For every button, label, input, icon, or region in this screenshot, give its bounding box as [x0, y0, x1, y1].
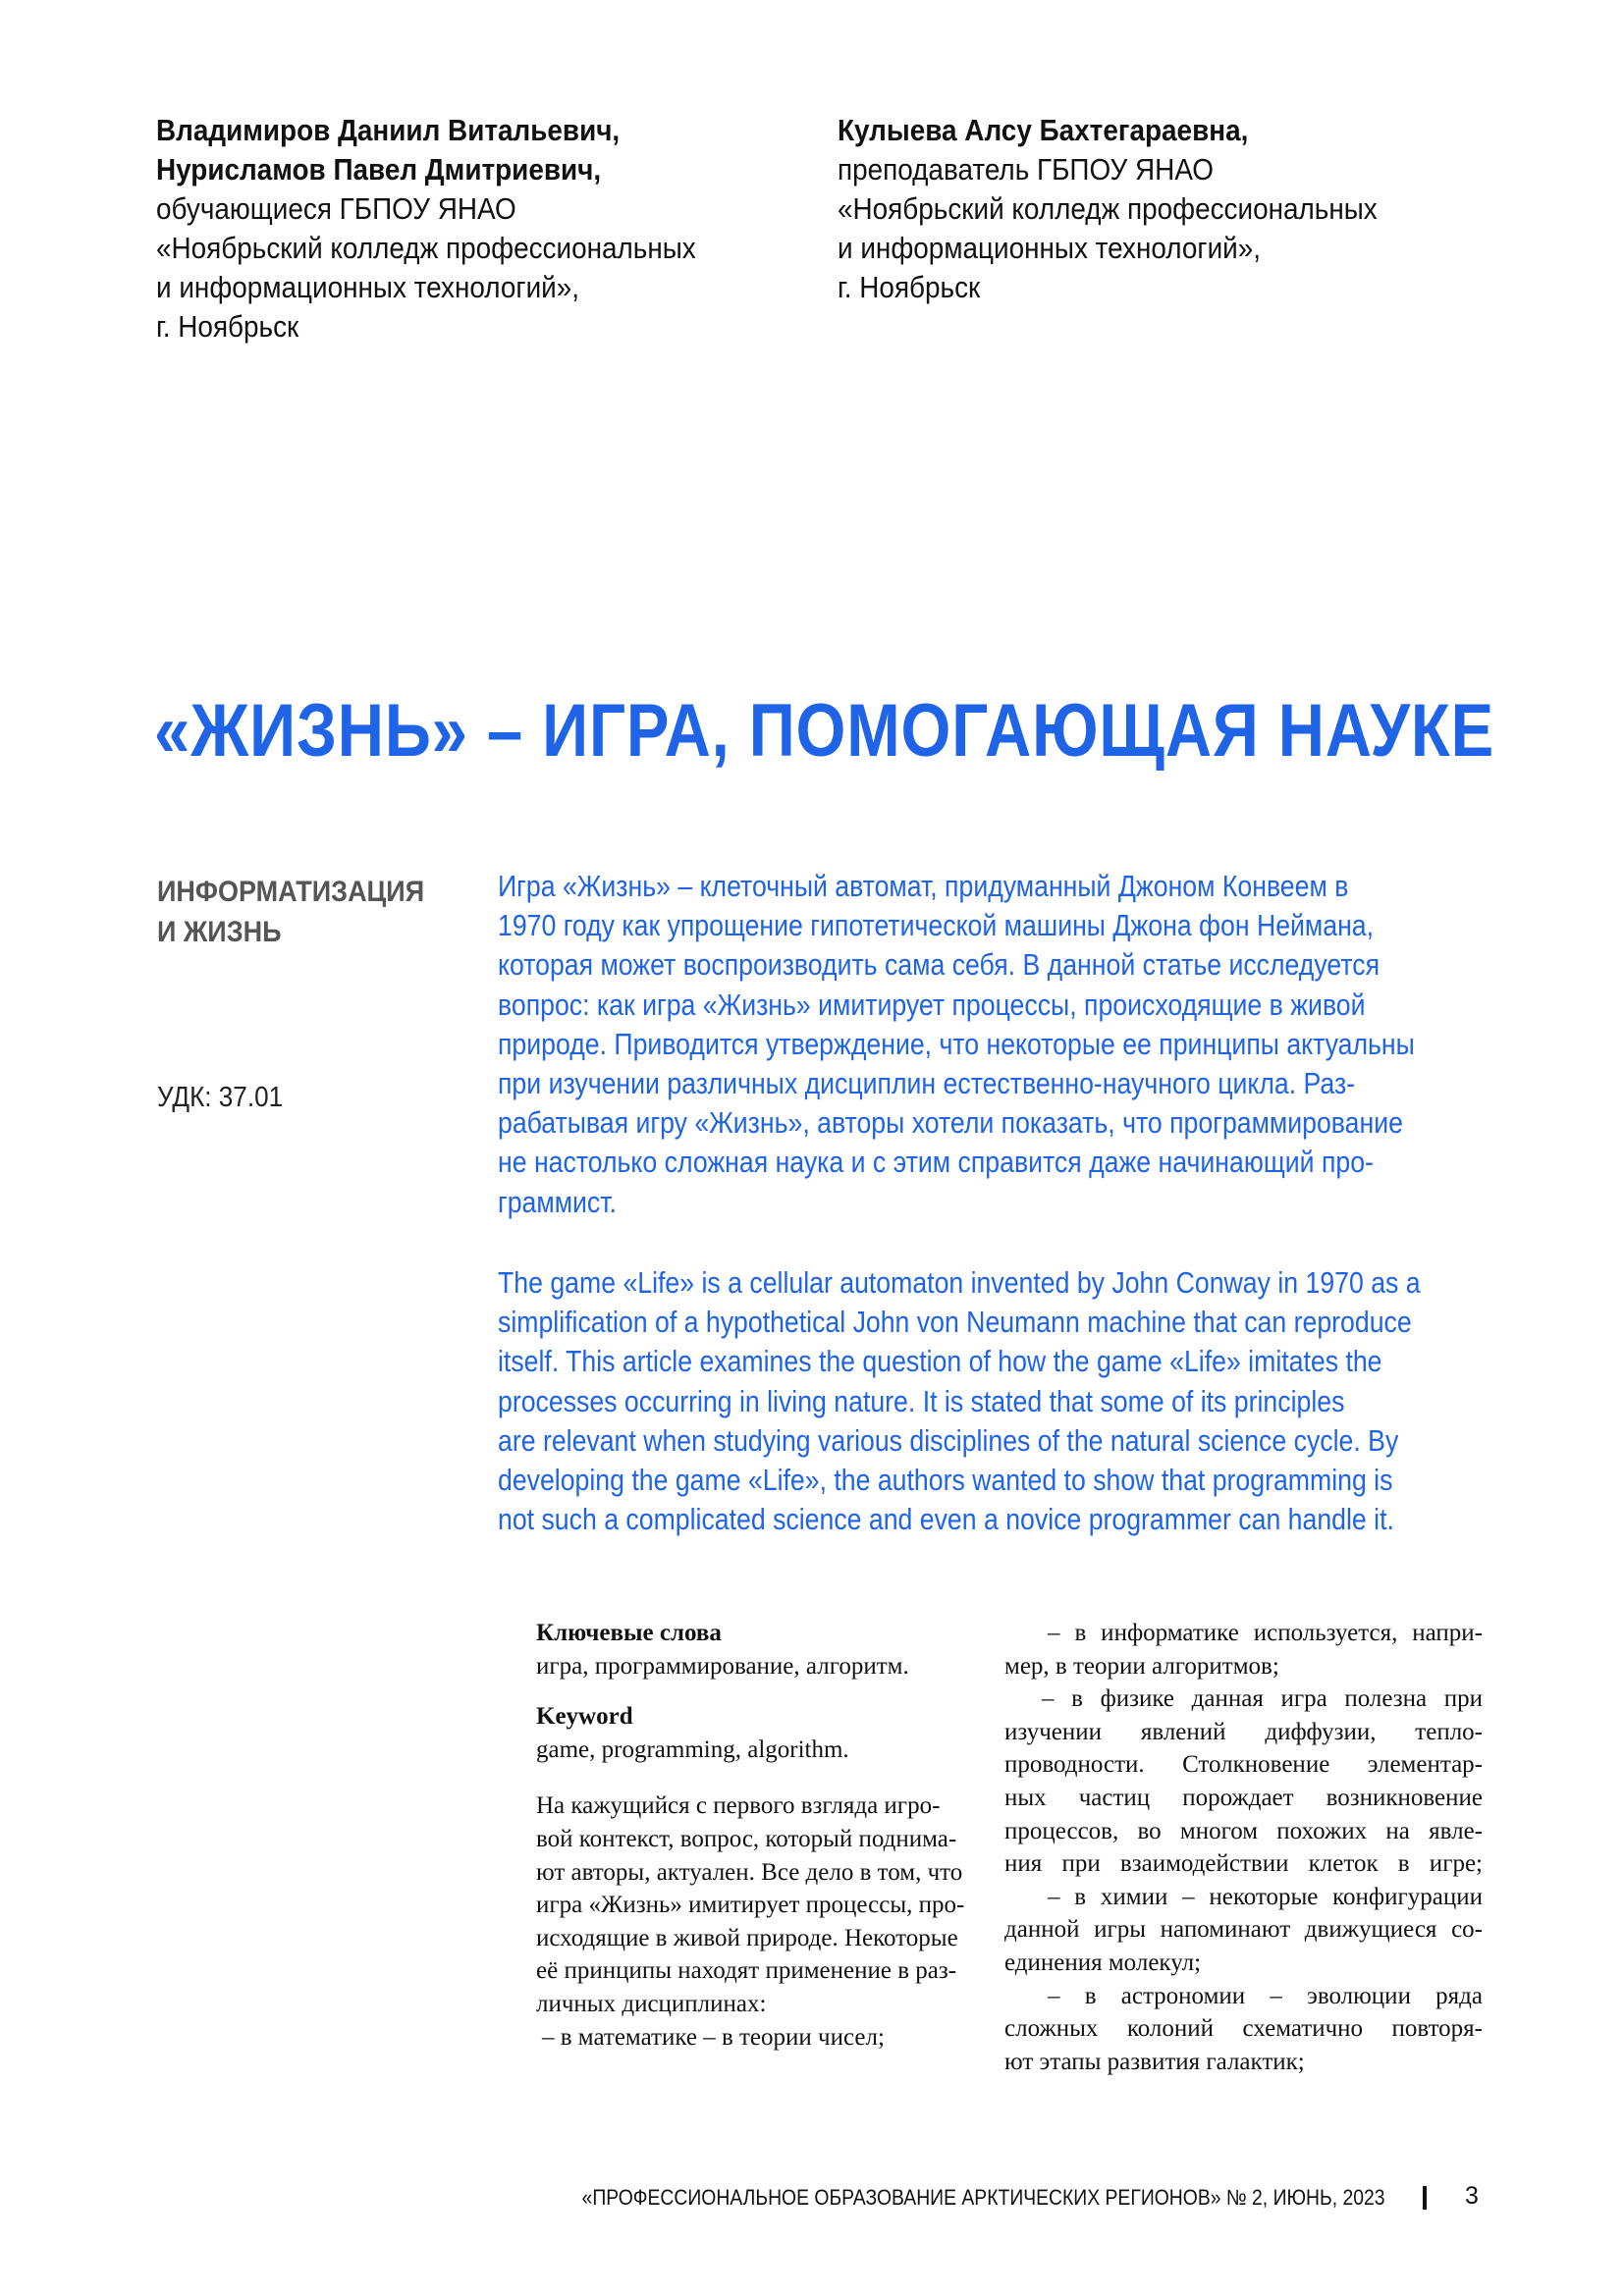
- body-line: мер, в теории алгоритмов;: [1004, 1652, 1279, 1680]
- author-affiliation-line: «Ноябрьский колледж профессиональных: [838, 191, 1378, 226]
- author-affiliation-line: преподаватель ГБПОУ ЯНАО: [838, 152, 1215, 187]
- body-line: её принципы находят применение в раз-: [536, 1957, 957, 1985]
- body-line: На кажущийся с первого взгляда игро-: [536, 1792, 941, 1820]
- body-line: – в химии – некоторые конфигурации: [1048, 1883, 1483, 1910]
- keywords-text: game, programming, algorithm.: [536, 1735, 849, 1763]
- body-line: ют этапы развития галактик;: [1004, 2048, 1305, 2075]
- rubric-line: И ЖИЗНЬ: [157, 916, 282, 948]
- journal-name: «ПРОФЕССИОНАЛЬНОЕ ОБРАЗОВАНИЕ АРКТИЧЕСКИХ РЕГИОНОВ» № 2, ИЮНЬ, 2023: [581, 2185, 1385, 2210]
- keywords-heading: Ключевые слова: [536, 1620, 722, 1646]
- article-title: «ЖИЗНЬ» – ИГРА, ПОМОГАЮЩАЯ НАУКЕ: [154, 689, 1495, 773]
- body-line: сложных колоний схематично повторя-: [1004, 2015, 1483, 2043]
- keywords-heading: Keyword: [536, 1703, 633, 1731]
- abstract-line: при изучении различных дисциплин естественно-научного цикла. Раз-: [498, 1066, 1356, 1101]
- author-name: Кулыева Алсу Бахтегараевна,: [838, 113, 1249, 147]
- body-line: – в математике – в теории чисел;: [542, 2023, 885, 2051]
- page-number: 3: [1465, 2182, 1479, 2210]
- body-line: исходящие в живой природе. Некоторые: [536, 1924, 958, 1951]
- body-line: процессов, во многом похожих на явле-: [1004, 1817, 1483, 1844]
- abstract-line: рабатывая игру «Жизнь», авторы хотели показать, что программирование: [498, 1105, 1403, 1141]
- abstract-russian: [498, 867, 1519, 1222]
- body-column-right: [1004, 1617, 1483, 2078]
- body-line: проводности. Столкновение элементар-: [1004, 1751, 1483, 1779]
- body-line: – в астрономии – эволюции ряда: [1048, 1982, 1483, 2009]
- abstract-line: are relevant when studying various disciplines of the natural science cycle. By: [498, 1422, 1399, 1458]
- author-name: Нурисламов Павел Дмитриевич,: [156, 152, 602, 187]
- section-rubric: [157, 872, 454, 952]
- footer-divider: [1423, 2186, 1427, 2210]
- abstract-line: граммист.: [498, 1184, 617, 1219]
- udk-code: УДК: 37.01: [157, 1082, 284, 1113]
- abstract-line: вопрос: как игра «Жизнь» имитирует процессы, происходящие в живой: [498, 987, 1366, 1022]
- spacer: [536, 1682, 933, 1700]
- rubric-line: ИНФОРМАТИЗАЦИЯ: [157, 876, 425, 908]
- abstract-line: не настолько сложная наука и с этим справится даже начинающий про-: [498, 1145, 1374, 1180]
- body-column-left: [536, 1617, 965, 2054]
- authors-left-block: [156, 111, 785, 347]
- body-line: единения молекул;: [1004, 1949, 1202, 1976]
- body-line: изучении явлений диффузии, тепло-: [1004, 1718, 1483, 1745]
- author-affiliation-line: «Ноябрьский колледж профессиональных: [156, 231, 696, 265]
- abstract-line: The game «Life» is a cellular automaton invented by John Conway in 1970 as a: [498, 1265, 1421, 1300]
- abstract-line: Игра «Жизнь» – клеточный автомат, придуманный Джоном Конвеем в: [498, 869, 1349, 903]
- body-line: личных дисциплинах:: [536, 1990, 767, 2017]
- body-line: ных частиц порождает возникновение: [1004, 1784, 1483, 1811]
- abstract-line: not such a complicated science and even a novice programmer can handle it.: [498, 1502, 1394, 1537]
- abstract-line: developing the game «Life», the authors wanted to show that programming is: [498, 1463, 1393, 1498]
- abstract-line: itself. This article examines the question of how the game «Life» imitates the: [498, 1344, 1382, 1379]
- authors-right-block: [838, 111, 1466, 307]
- body-line: – в физике данная игра полезна при: [1042, 1685, 1483, 1713]
- author-name: Владимиров Даниил Витальевич,: [156, 113, 621, 147]
- abstract-line: природе. Приводится утверждение, что некоторые ее принципы актуальны: [498, 1026, 1415, 1061]
- abstract-english: [498, 1263, 1519, 1539]
- author-affiliation-line: и информационных технологий»,: [838, 231, 1262, 265]
- body-line: ют авторы, актуален. Все дело в том, что: [536, 1858, 963, 1886]
- keywords-text: игра, программирование, алгоритм.: [536, 1652, 909, 1680]
- body-line: игра «Жизнь» имитирует процессы, про-: [536, 1892, 965, 1919]
- abstract-line: simplification of a hypothetical John von Neumann machine that can reproduce: [498, 1305, 1412, 1340]
- page-footer: [0, 2181, 1624, 2220]
- spacer: [536, 1766, 933, 1789]
- author-affiliation-line: г. Ноябрьск: [838, 270, 981, 304]
- abstract-line: processes occurring in living nature. It is stated that some of its principles: [498, 1383, 1345, 1418]
- author-affiliation-line: г. Ноябрьск: [156, 309, 299, 344]
- abstract-line: 1970 году как упрощение гипотетической машины Джона фон Неймана,: [498, 908, 1375, 943]
- body-line: вой контекст, вопрос, который поднима-: [536, 1825, 957, 1852]
- abstract-line: которая может воспроизводить сама себя. В данной статье исследуется: [498, 947, 1380, 983]
- body-line: данной игры напоминают движущиеся со-: [1004, 1916, 1483, 1944]
- body-line: ния при взаимодействии клеток в игре;: [1004, 1850, 1483, 1878]
- body-line: – в информатике используется, напри-: [1048, 1620, 1483, 1646]
- author-affiliation-line: обучающиеся ГБПОУ ЯНАО: [156, 191, 516, 226]
- author-affiliation-line: и информационных технологий»,: [156, 270, 580, 304]
